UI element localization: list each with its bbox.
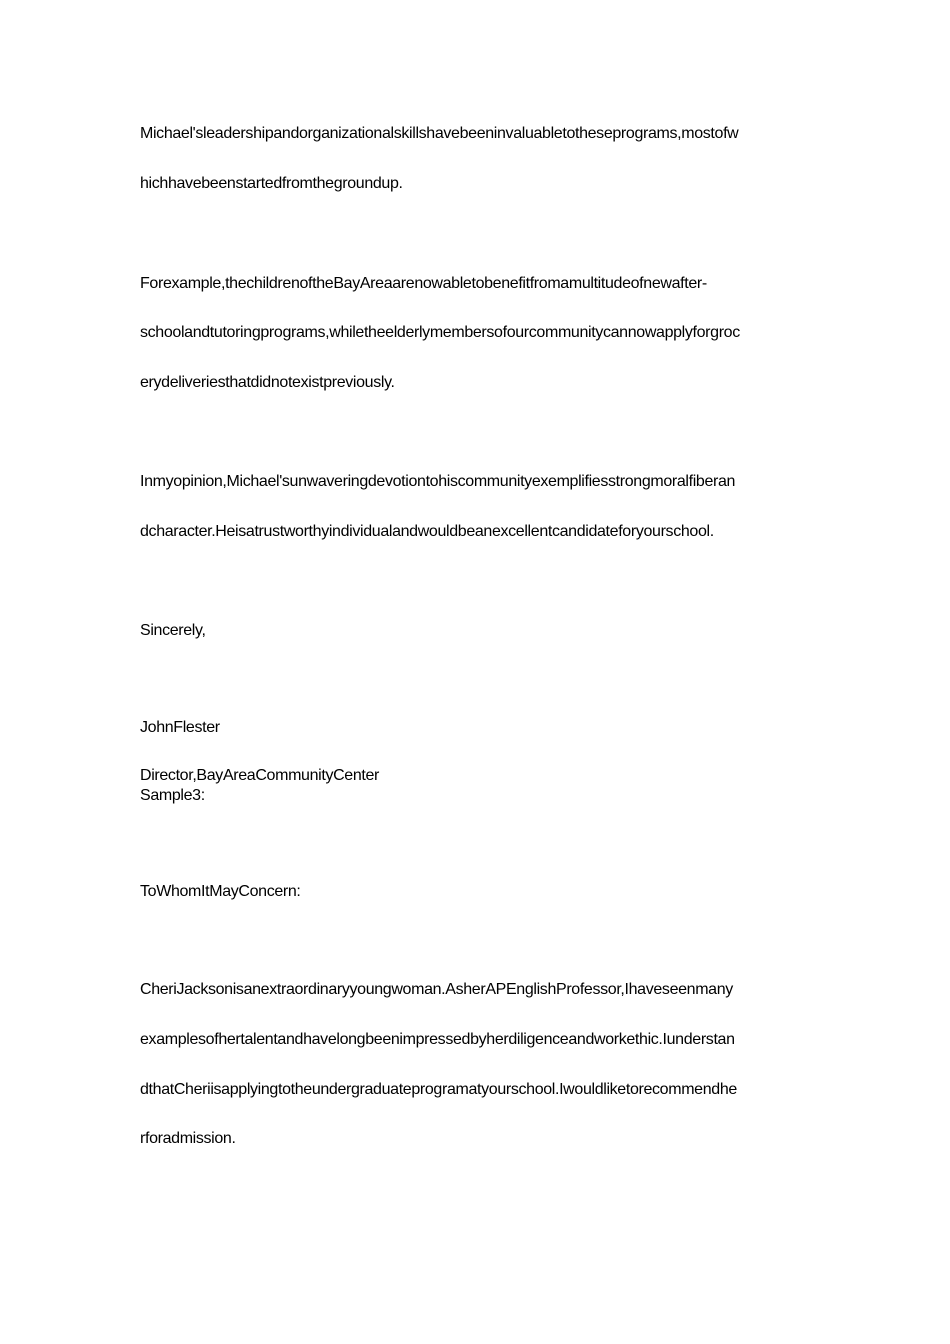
paragraph-line: dthatCheriisapplyingtotheundergraduateprogramatyourschool.Iwouldliketorecommendhe — [140, 1081, 737, 1098]
salutation: ToWhomItMayConcern: — [140, 883, 301, 900]
signer-title: Director,BayAreaCommunityCenter — [140, 767, 380, 784]
paragraph-line: Michael'sleadershipandorganizationalskillshavebeeninvaluabletotheseprograms,mostofw — [140, 125, 739, 142]
paragraph-line: dcharacter.Heisatrustworthyindividualandwouldbeanexcellentcandidateforyourschool. — [140, 523, 714, 540]
closing-salutation: Sincerely, — [140, 622, 206, 639]
paragraph-line: hichhavebeenstartedfromthegroundup. — [140, 175, 403, 192]
signer-name: JohnFlester — [140, 719, 220, 736]
paragraph-line: CheriJacksonisanextraordinaryyoungwoman.AsherAPEnglishProfessor,Ihaveseenmany — [140, 981, 733, 998]
paragraph-line: examplesofhertalentandhavelongbeenimpressedbyherdiligenceandworkethic.Iunderstan — [140, 1031, 735, 1048]
paragraph-line: erydeliveriesthatdidnotexistpreviously. — [140, 374, 395, 391]
paragraph-line: schoolandtutoringprograms,whiletheelderlymembersofourcommunitycannowapplyforgroc — [140, 324, 740, 341]
paragraph-line: rforadmission. — [140, 1130, 236, 1147]
section-heading: Sample3: — [140, 787, 205, 804]
paragraph-line: Forexample,thechildrenoftheBayAreaarenowabletobenefitfromamultitudeofnewafter- — [140, 275, 707, 292]
paragraph-line: Inmyopinion,Michael'sunwaveringdevotiontohiscommunityexemplifiesstrongmoralfiberan — [140, 473, 736, 490]
